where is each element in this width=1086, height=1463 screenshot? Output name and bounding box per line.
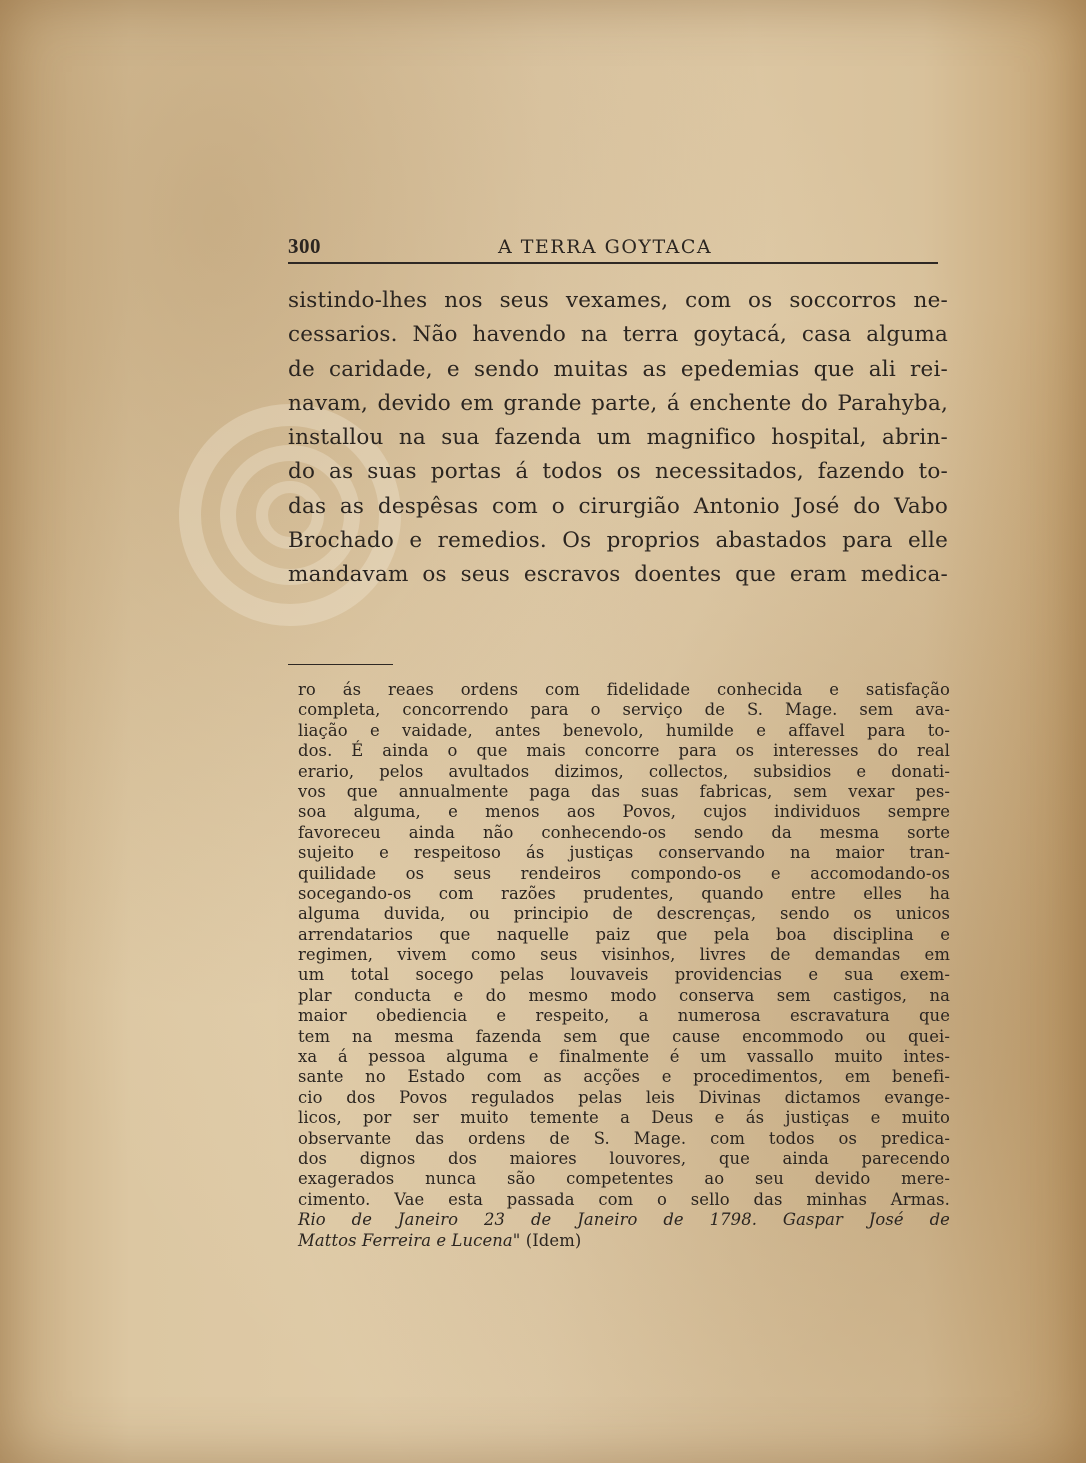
footnote-line: exagerados nunca são competentes ao seu devido mere-	[298, 1169, 950, 1189]
text-line: sistindo-lhes nos seus vexames, com os soccorros ne-	[288, 288, 948, 313]
footnote-line: erario, pelos avultados dizimos, collectos, subsidios e donati-	[298, 761, 950, 781]
footnote-line: liação e vaidade, antes benevolo, humilde e affavel para to-	[298, 720, 950, 740]
footnote-line: alguma duvida, ou principio de descrenças, sendo os unicos	[298, 904, 950, 924]
running-title: A TERRA GOYTACA	[498, 236, 713, 258]
main-text	[288, 284, 948, 593]
footnote-line: xa á pessoa alguma e finalmente é um vassallo muito intes-	[298, 1047, 950, 1067]
footnote-line: licos, por ser muito temente a Deus e ás justiças e muito	[298, 1108, 950, 1128]
footnote-line: soa alguma, e menos aos Povos, cujos individuos sempre	[298, 802, 950, 822]
footnote-line: favoreceu ainda não conhecendo-os sendo da mesma sorte	[298, 822, 950, 842]
text-line: navam, devido em grande parte, á enchente do Parahyba,	[288, 390, 948, 416]
footnote-divider	[288, 664, 393, 665]
footnote-line: quilidade os seus rendeiros compondo-os e accomodando-os	[298, 863, 950, 883]
text-line: cessarios. Não havendo na terra goytacá, casa alguma	[288, 322, 948, 348]
footnote-signature-line: Rio de Janeiro 23 de Janeiro de 1798. Gaspar José de	[298, 1210, 950, 1230]
footnote-line: sujeito e respeitoso ás justiças conservando na maior tran-	[298, 843, 950, 863]
footnote-line: dos. É ainda o que mais concorre para os interesses do real	[298, 741, 950, 761]
signature-name: Mattos Ferreira e Lucena"	[298, 1230, 521, 1250]
text-line: de caridade, e sendo muitas as epedemias que ali rei-	[288, 356, 948, 382]
footnote-line: observante das ordens de S. Mage. com todos os predica-	[298, 1128, 950, 1148]
text-line: Brochado e remedios. Os proprios abastados para elle	[288, 528, 948, 554]
footnote-line: vos que annualmente paga das suas fabricas, sem vexar pes-	[298, 781, 950, 801]
footnote-signature-line	[298, 1231, 950, 1251]
footnote-line: um total socego pelas louvaveis providencias e sua exem-	[298, 965, 950, 985]
footnote-line: cio dos Povos regulados pelas leis Divinas dictamos evange-	[298, 1087, 950, 1107]
footnote-line: tem na mesma fazenda sem que cause encommodo ou quei-	[298, 1026, 950, 1046]
text-line: mandavam os seus escravos doentes que eram medica-	[288, 562, 948, 588]
footnote-line: arrendatarios que naquelle paiz que pela boa disciplina e	[298, 924, 950, 944]
text-line: das as despêsas com o cirurgião Antonio José do Vabo	[288, 493, 948, 519]
footnote-line: plar conducta e do mesmo modo conserva sem castigos, na	[298, 985, 950, 1005]
signature-source: (Idem)	[520, 1230, 582, 1250]
page-number: 300	[288, 234, 321, 258]
footnote-line: completa, concorrendo para o serviço de S. Mage. sem ava-	[298, 700, 950, 720]
footnote-line: cimento. Vae esta passada com o sello das minhas Armas.	[298, 1189, 950, 1209]
footnote-line: socegando-os com razões prudentes, quando entre elles ha	[298, 883, 950, 903]
footnote-line: maior obediencia e respeito, a numerosa escravatura que	[298, 1006, 950, 1026]
footnote-line: dos dignos dos maiores louvores, que ainda parecendo	[298, 1148, 950, 1168]
footnote-line: regimen, vivem como seus visinhos, livres de demandas em	[298, 945, 950, 965]
text-line: do as suas portas á todos os necessitados, fazendo to-	[288, 459, 948, 485]
footnote	[298, 680, 950, 1251]
footnote-line: sante no Estado com as acções e procedimentos, em benefi-	[298, 1067, 950, 1087]
page-header	[288, 232, 938, 264]
text-line: installou na sua fazenda um magnifico hospital, abrin-	[288, 425, 948, 451]
footnote-line: ro ás reaes ordens com fidelidade conhecida e satisfação	[298, 680, 950, 699]
